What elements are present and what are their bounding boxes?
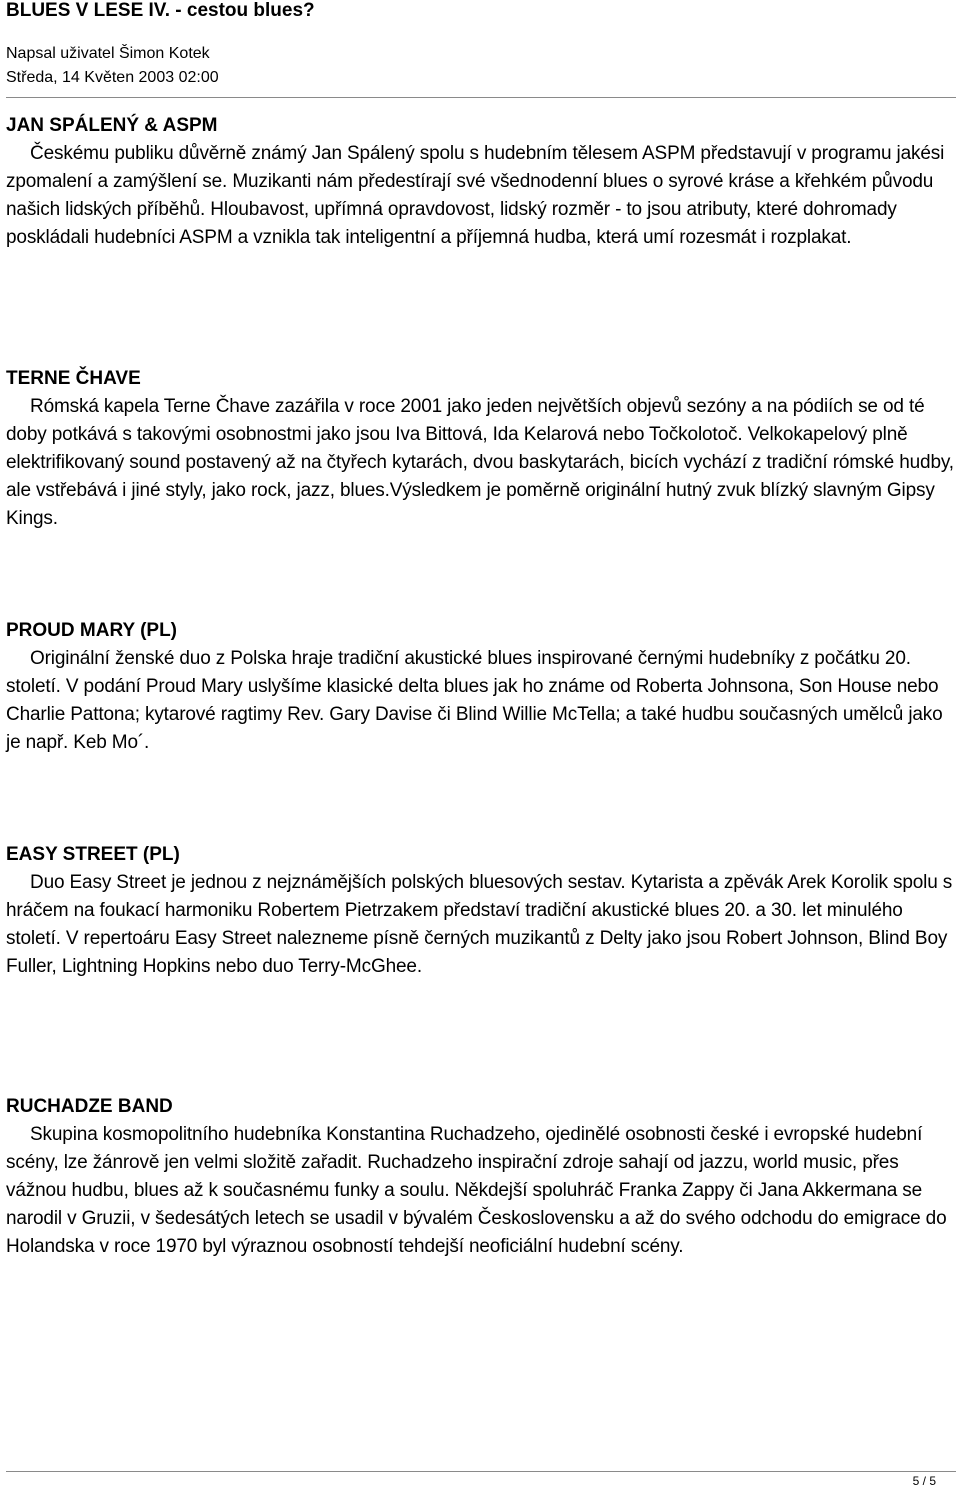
section-heading: TERNE ČHAVE bbox=[6, 368, 141, 389]
section-terne-chave bbox=[6, 365, 954, 533]
section-text: Originální ženské duo z Polska hraje tradiční akustické blues inspirované černými hudebníky z počátku 20. století. V podání Proud Mary uslyšíme klasické delta blues jak ho známe od Roberta Johnsona, Son House nebo Charlie Pattona; kytarové ragtimy Rev. Gary Davise či Blind Willie McTella; a také hudbu současných umělců jako je např. Keb Mo´. bbox=[6, 648, 943, 753]
header-divider bbox=[6, 97, 956, 98]
section-heading: RUCHADZE BAND bbox=[6, 1096, 173, 1117]
section-text: Českému publiku důvěrně známý Jan Spálený spolu s hudebním tělesem ASPM představují v programu jakési zpomalení a zamýšlení se. Muzikanti nám předestírají své všednodenní blues o syrové kráse a křehkém původu našich lidských příběhů. Hloubavost, upřímná opravdovost, lidský rozměr - to jsou atributy, které dohromady poskládali hudebníci ASPM a vznikla tak inteligentní a příjemná hudba, která umí rozesmát i rozplakat. bbox=[6, 143, 945, 248]
date-line: Středa, 14 Květen 2003 02:00 bbox=[6, 69, 219, 86]
author-line: Napsal uživatel Šimon Kotek bbox=[6, 45, 210, 62]
section-text: Skupina kosmopolitního hudebníka Konstantina Ruchadzeho, ojedinělé osobnosti české i evropské hudební scény, lze žánrově jen velmi složitě zařadit. Ruchadzeho inspirační zdroje sahají od jazzu, world music, přes vážnou hudbu, blues až k současnému funky a soulu. Někdejší spoluhráč Franka Zappy či Jana Akkermana se narodil v Gruzii, v šedesátých letech se usadil v bývalém Československu a až do svého odchodu do emigrace do Holandska v roce 1970 byl výraznou osobností tehdejší neoficiální hudební scény. bbox=[6, 1124, 947, 1257]
page-number: 5 / 5 bbox=[912, 1474, 936, 1488]
section-heading: PROUD MARY (PL) bbox=[6, 620, 177, 641]
page-title: BLUES V LESE IV. - cestou blues? bbox=[6, 0, 315, 21]
section-heading: EASY STREET (PL) bbox=[6, 844, 180, 865]
section-heading: JAN SPÁLENÝ & ASPM bbox=[6, 115, 218, 136]
section-jan-spaleny-aspm bbox=[6, 112, 954, 252]
section-easy-street bbox=[6, 841, 954, 981]
section-text: Rómská kapela Terne Čhave zazářila v roce 2001 jako jeden největších objevů sezóny a na pódiích se od té doby potkává s takovými osobnostmi jako jsou Iva Bittová, Ida Kelarová nebo Točkolotoč. Velkokapelový plně elektrifikovaný sound postavený až na čtyřech kytarách, dvou baskytarách, bicích vychází z tradiční rómské hudby, ale vstřebává i jiné styly, jako rock, jazz, blues.Výsledkem je poměrně originální hutný zvuk blízký slavným Gipsy Kings. bbox=[6, 396, 954, 529]
section-ruchadze-band bbox=[6, 1093, 954, 1261]
footer-divider bbox=[6, 1471, 956, 1472]
section-text: Duo Easy Street je jednou z nejznámějších polských bluesových sestav. Kytarista a zpěvák Arek Korolik spolu s hráčem na foukací harmoniku Robertem Pietrzakem představí tradiční akustické blues 20. a 30. let minulého století. V repertoáru Easy Street nalezneme písně černých muzikantů z Delty jako jsou Robert Johnson, Blind Boy Fuller, Lightning Hopkins nebo duo Terry-McGhee. bbox=[6, 872, 953, 977]
section-proud-mary bbox=[6, 617, 954, 757]
